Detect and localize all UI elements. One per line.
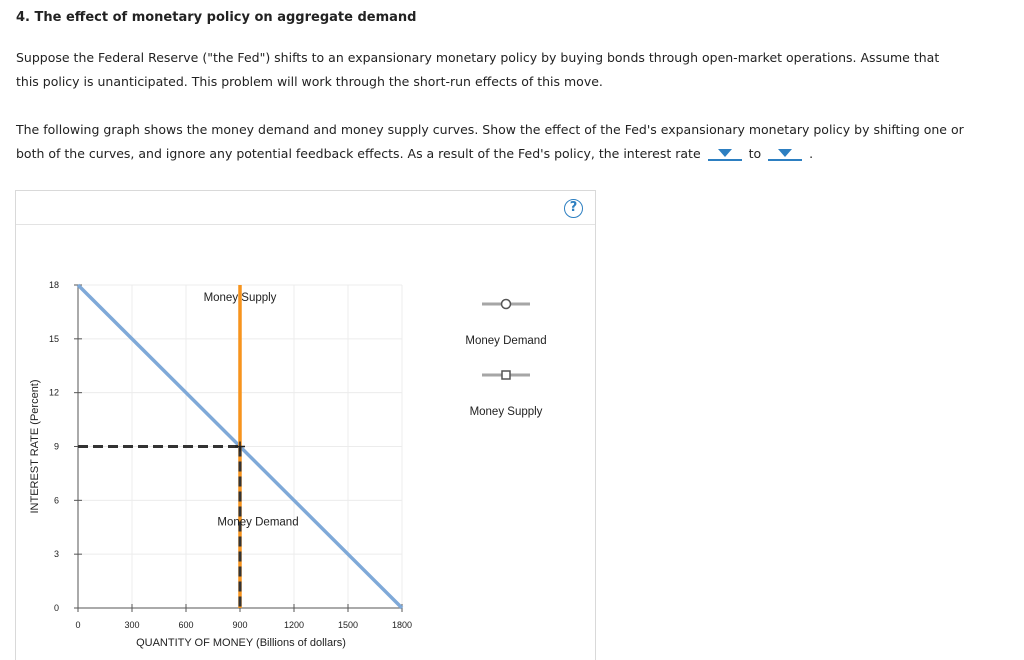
y-tick-label-3: 3 [53,549,59,560]
x-tick-label-900: 900 [232,620,248,630]
x-tick-label-1500: 1500 [337,620,359,630]
x-tick-label-600: 600 [178,620,194,630]
y-tick-label-18: 18 [48,280,59,290]
legend-money-supply-label: Money Supply [469,406,543,418]
instruction-line-1: The following graph shows the money demand and money supply curves. Show the effect of the Fed's expansionary monetary policy by shifting one or [16,122,964,137]
money-demand-curve-label: Money Demand [217,516,299,529]
y-tick-label-15: 15 [48,333,59,344]
y-axis-title: INTEREST RATE (Percent) [29,379,41,514]
legend-money-demand-circle-marker[interactable] [502,300,511,309]
legend-money-demand-label: Money Demand [465,335,547,347]
help-icon[interactable]: ? [564,199,583,218]
instruction-line-2-text: both of the curves, and ignore any potential feedback effects. As a result of the Fed's policy, the interest rate [16,146,701,161]
x-tick-label-0: 0 [75,620,81,630]
x-tick-label-300: 300 [124,620,140,630]
y-tick-label-6: 6 [53,495,59,506]
to-word: to [748,146,762,161]
intro-line-2: this policy is unanticipated. This problem will work through the short-run effects of this move. [16,74,603,89]
y-tick-label-9: 9 [53,441,59,452]
x-tick-label-1200: 1200 [283,620,305,630]
legend-money-supply-square-marker[interactable] [502,371,510,379]
x-tick-label-1800: 1800 [391,620,413,630]
period: . [809,146,814,161]
y-tick-label-0: 0 [53,603,59,613]
x-axis-title: QUANTITY OF MONEY (Billions of dollars) [136,637,346,649]
y-tick-label-12: 12 [48,387,59,398]
intro-line-1: Suppose the Federal Reserve ("the Fed") shifts to an expansionary monetary policy by buying bonds through open-market operations. Assume that [16,50,940,65]
money-supply-curve-label: Money Supply [203,292,277,305]
question-title: 4. The effect of monetary policy on aggregate demand [16,10,417,25]
